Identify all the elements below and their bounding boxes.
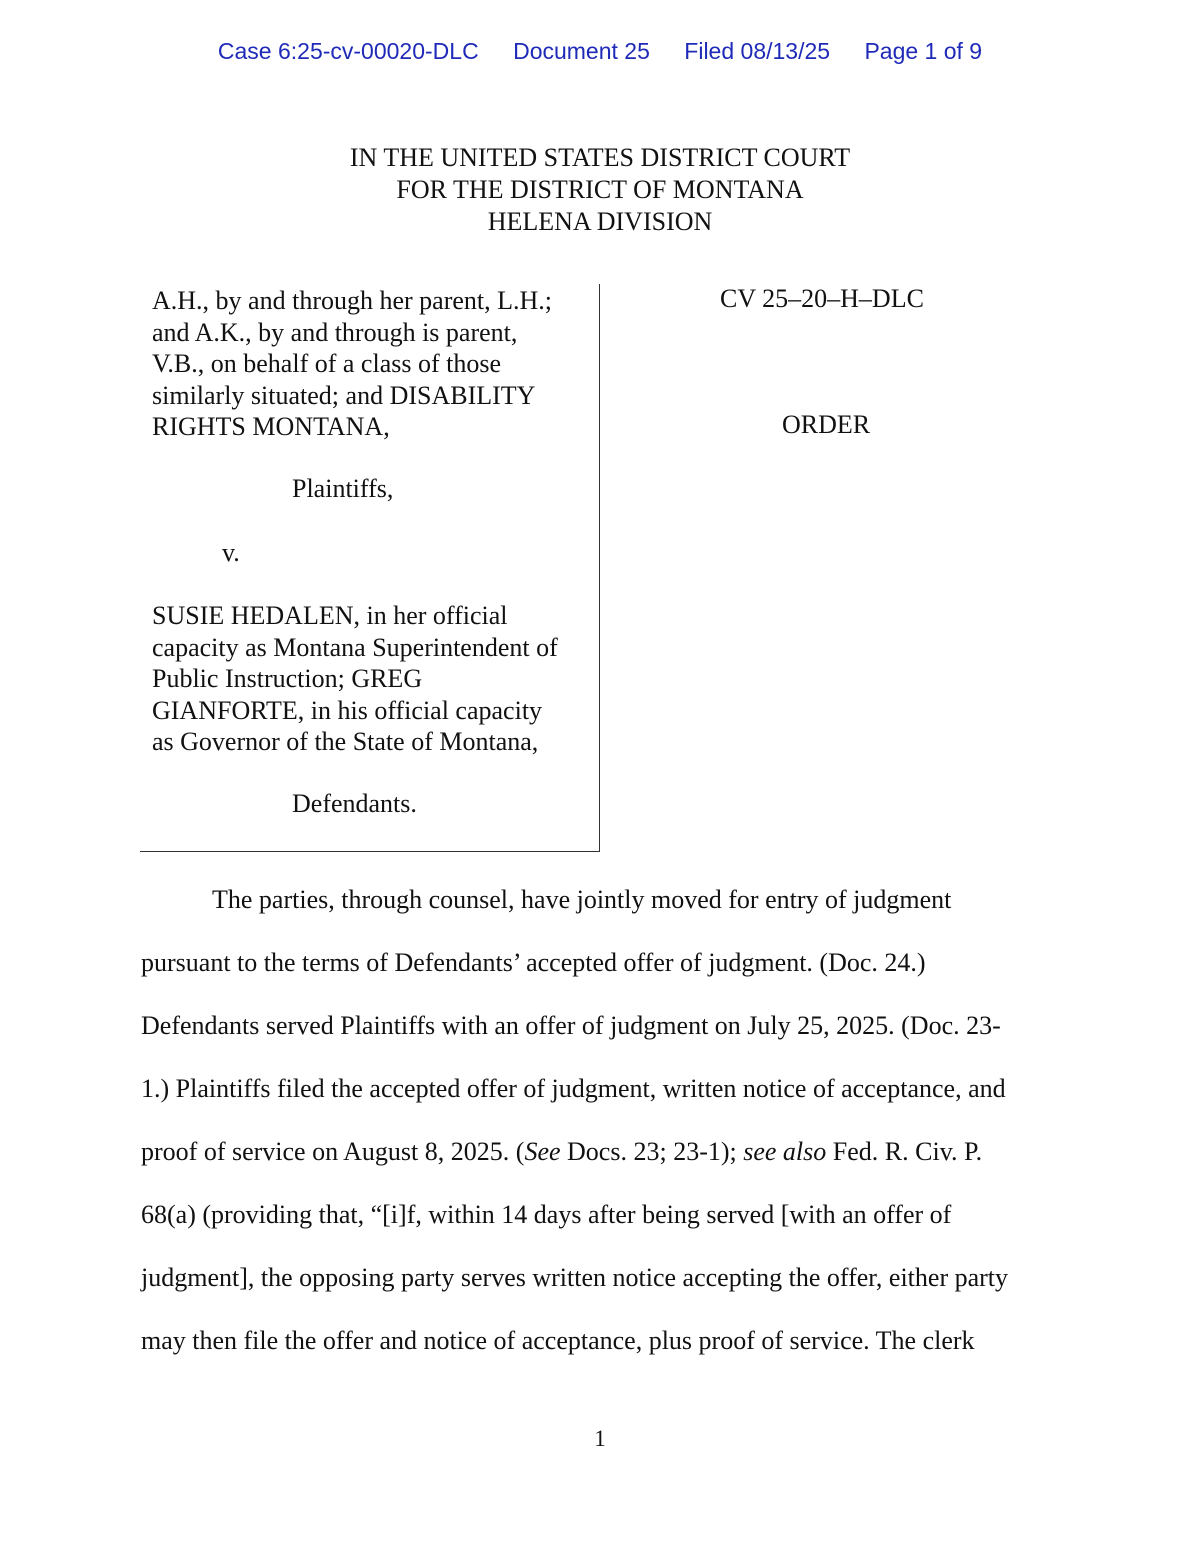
- plaintiffs-line: V.B., on behalf of a class of those: [152, 349, 502, 378]
- body-line: 68(a) (providing that, “[i]f, within 14 days after being served [with an offer of: [141, 1200, 952, 1229]
- body-text-segment: proof of service on August 8, 2025. (: [141, 1137, 525, 1166]
- order-body: [141, 883, 1071, 1387]
- body-line-with-citation: [141, 1135, 1071, 1198]
- plaintiffs-line: similarly situated; and DISABILITY: [152, 380, 536, 410]
- court-heading: [0, 142, 1200, 238]
- body-text-segment: Docs. 23; 23-1);: [560, 1137, 744, 1166]
- court-heading-line-1: IN THE UNITED STATES DISTRICT COURT: [349, 143, 851, 172]
- body-line: judgment], the opposing party serves written notice accepting the offer, either party: [141, 1263, 1009, 1292]
- page-number: 1: [594, 1426, 606, 1451]
- ecf-filed-date: Filed 08/13/25: [684, 38, 831, 64]
- defendants-line: capacity as Montana Superintendent of: [152, 632, 558, 662]
- versus-label: v.: [222, 538, 240, 567]
- plaintiffs-names: [152, 285, 552, 443]
- defendants-line: as Governor of the State of Montana,: [152, 727, 539, 756]
- body-line: Defendants served Plaintiffs with an offer of judgment on July 25, 2025. (Doc. 23-: [141, 1011, 1001, 1040]
- signal-see: See: [524, 1137, 561, 1166]
- civil-case-number: CV 25–20–H–DLC: [720, 284, 924, 313]
- body-text-segment: Fed. R. Civ. P.: [826, 1137, 983, 1166]
- body-line: The parties, through counsel, have jointly moved for entry of judgment: [212, 885, 952, 914]
- plaintiffs-line: RIGHTS MONTANA,: [152, 412, 390, 441]
- ecf-page-count: Page 1 of 9: [864, 38, 983, 64]
- ecf-case-number: Case 6:25-cv-00020-DLC: [217, 38, 479, 64]
- defendants-role-label: Defendants.: [292, 789, 417, 818]
- defendants-line: Public Instruction; GREG: [152, 664, 423, 693]
- plaintiffs-line: and A.K., by and through is parent,: [152, 317, 518, 347]
- plaintiffs-line: A.H., by and through her parent, L.H.;: [152, 286, 553, 315]
- ecf-filing-header: [0, 38, 1200, 65]
- body-line: pursuant to the terms of Defendants’ accepted offer of judgment. (Doc. 24.): [141, 948, 926, 977]
- court-heading-line-3: HELENA DIVISION: [487, 207, 713, 236]
- body-line: 1.) Plaintiffs filed the accepted offer of judgment, written notice of acceptance, and: [141, 1074, 1006, 1103]
- defendants-names: [152, 600, 558, 758]
- defendants-line: GIANFORTE, in his official capacity: [152, 695, 543, 725]
- court-heading-line-2: FOR THE DISTRICT OF MONTANA: [396, 175, 804, 204]
- plaintiffs-role-label: Plaintiffs,: [292, 474, 394, 503]
- body-line: may then file the offer and notice of acceptance, plus proof of service. The clerk: [141, 1326, 975, 1355]
- case-caption-box: [140, 284, 600, 852]
- defendants-line: SUSIE HEDALEN, in her official: [152, 601, 508, 630]
- signal-see-also: see also: [743, 1137, 827, 1166]
- document-title: ORDER: [782, 410, 871, 439]
- ecf-document-number: Document 25: [513, 38, 650, 64]
